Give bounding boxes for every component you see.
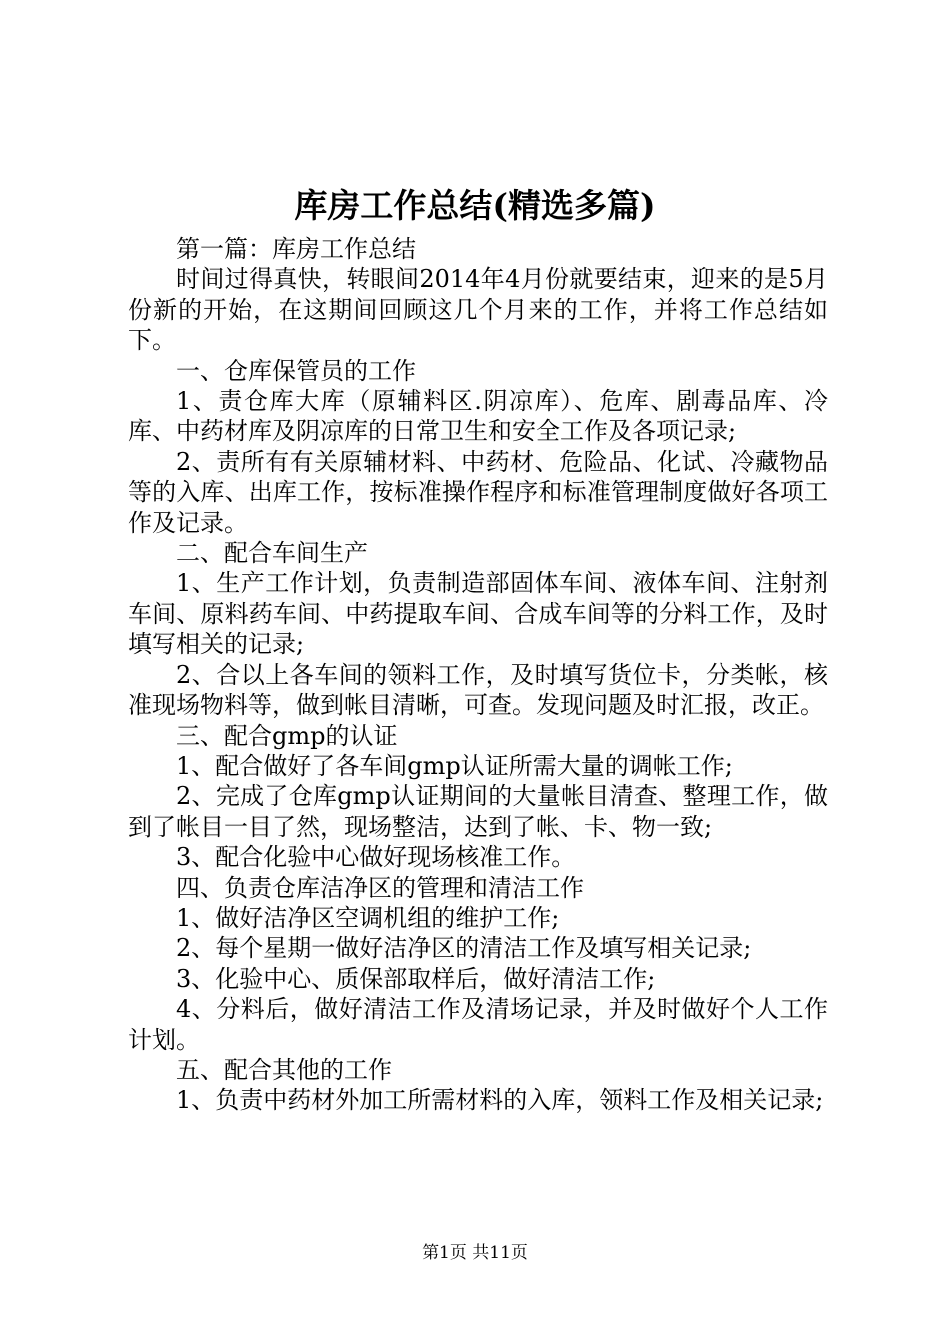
paragraph: 2、完成了仓库gmp认证期间的大量帐目清查、整理工作，做到了帐目一目了然，现场整洁，达到了帐、卡、物一致; — [128, 782, 828, 841]
section-heading: 一、仓库保管员的工作 — [176, 356, 416, 385]
paragraph: 1、生产工作计划，负责制造部固体车间、液体车间、注射剂车间、原料药车间、中药提取车间、合成车间等的分料工作，及时填写相关的记录; — [128, 569, 828, 659]
paragraph: 2、合以上各车间的领料工作，及时填写货位卡，分类帐，核准现场物料等，做到帐目清晰，可查。发现问题及时汇报，改正。 — [128, 660, 828, 720]
document-title: 库房工作总结(精选多篇) — [294, 186, 656, 225]
section-heading: 二、配合车间生产 — [176, 539, 368, 568]
paragraph: 1、负责中药材外加工所需材料的入库，领料工作及相关记录; — [176, 1086, 824, 1115]
document-body — [128, 234, 828, 1116]
page-footer: 第1页 共11页 — [422, 1243, 528, 1263]
paragraph: 1、配合做好了各车间gmp认证所需大量的调帐工作; — [176, 751, 733, 780]
paragraph: 1、责仓库大库（原辅料区.阴凉库）、危库、剧毒品库、冷库、中药材库及阴凉库的日常卫生和安全工作及各项记录; — [128, 387, 828, 446]
paragraph: 2、每个星期一做好洁净区的清洁工作及填写相关记录; — [176, 934, 752, 963]
paragraph: 3、化验中心、质保部取样后，做好清洁工作; — [176, 964, 656, 993]
paragraph: 1、做好洁净区空调机组的维护工作; — [176, 903, 560, 932]
section-heading: 四、负责仓库洁净区的管理和清洁工作 — [176, 873, 584, 902]
paragraph: 2、责所有有关原辅材料、中药材、危险品、化试、冷藏物品等的入库、出库工作，按标准操作程序和标准管理制度做好各项工作及记录。 — [128, 447, 828, 537]
section-heading: 五、配合其他的工作 — [176, 1055, 392, 1084]
paragraph: 4、分料后，做好清洁工作及清场记录，并及时做好个人工作计划。 — [128, 995, 828, 1054]
paragraph: 时间过得真快，转眼间2014年4月份就要结束，迎来的是5月份新的开始，在这期间回顾这几个月来的工作，并将工作总结如下。 — [128, 265, 828, 355]
paragraph: 第一篇：库房工作总结 — [176, 235, 416, 263]
paragraph: 3、配合化验中心做好现场核准工作。 — [176, 843, 576, 872]
section-heading: 三、配合gmp的认证 — [176, 721, 398, 750]
